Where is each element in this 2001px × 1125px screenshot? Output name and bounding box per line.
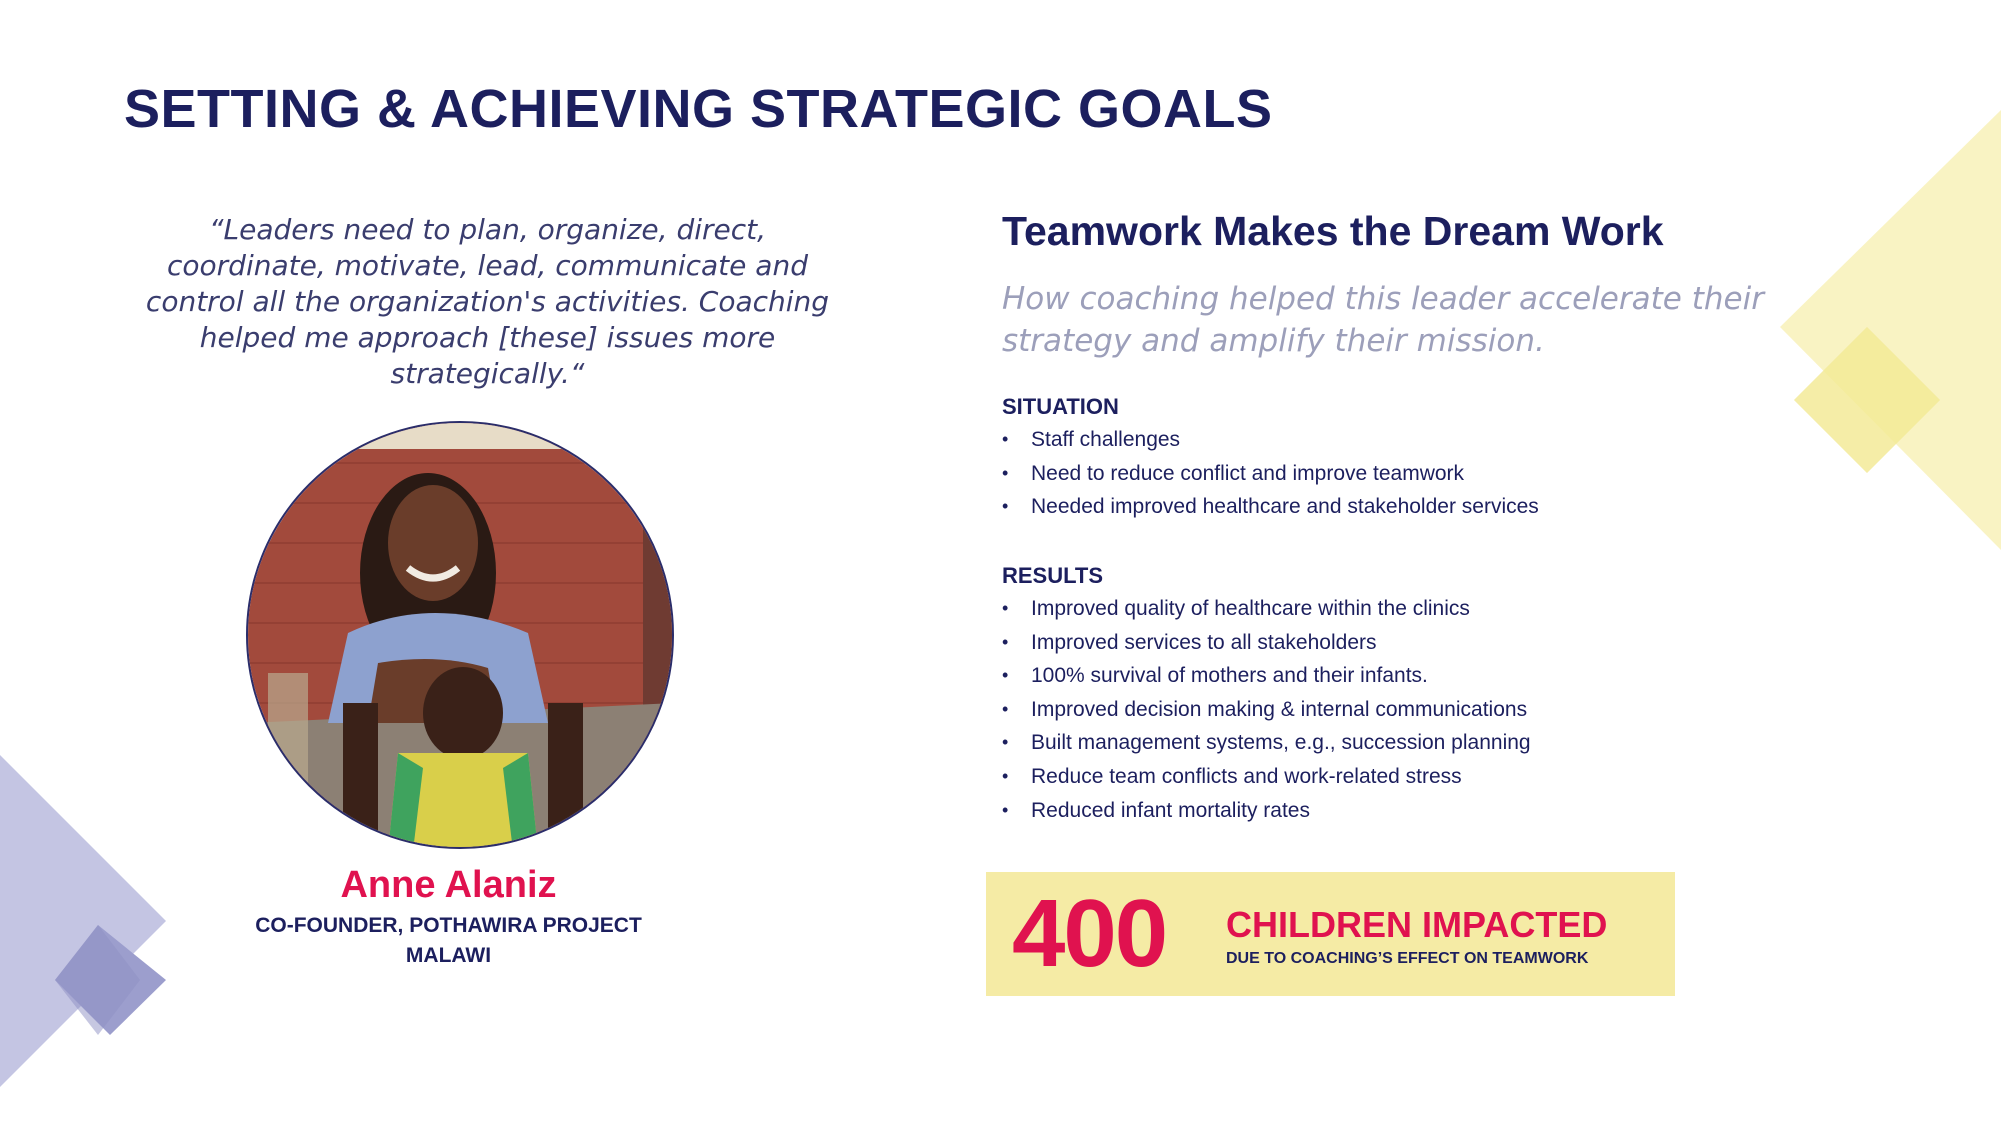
results-heading: RESULTS xyxy=(1002,563,1104,588)
bullet-icon: • xyxy=(1002,732,1009,753)
impact-stat-label: CHILDREN IMPACTED xyxy=(1226,904,1608,945)
impact-stat-number: 400 xyxy=(1012,880,1167,987)
person-photo-illustration xyxy=(248,423,674,849)
list-item xyxy=(1002,760,1531,794)
list-item-text: Built management systems, e.g., succession planning xyxy=(1031,731,1531,755)
list-item xyxy=(1002,726,1531,760)
list-item xyxy=(1002,659,1531,693)
list-item-text: Staff challenges xyxy=(1031,428,1181,451)
list-item xyxy=(1002,457,1539,491)
list-item-text: Improved quality of healthcare within the clinics xyxy=(1031,597,1470,620)
list-item-text: Needed improved healthcare and stakeholder services xyxy=(1031,495,1539,519)
situation-heading: SITUATION xyxy=(1002,394,1119,419)
testimonial-quote: “Leaders need to plan, organize, direct, coordinate, motivate, lead, communicate and control all the organization's activities. Coaching helped me approach [these] issues more strategically.“ xyxy=(145,213,830,390)
list-item-text: Improved decision making & internal communications xyxy=(1031,697,1528,721)
bullet-icon: • xyxy=(1002,631,1009,652)
bullet-icon: • xyxy=(1002,665,1009,686)
impact-stat-sublabel: DUE TO COACHING’S EFFECT ON TEAMWORK xyxy=(1226,950,1589,967)
situation-list xyxy=(1002,423,1539,524)
person-role: CO-FOUNDER, POTHAWIRA PROJECT xyxy=(255,914,642,937)
bullet-icon: • xyxy=(1002,598,1009,618)
person-photo xyxy=(246,421,674,849)
list-item xyxy=(1002,794,1531,828)
decorative-lavender-diamonds xyxy=(0,755,170,1095)
bullet-icon: • xyxy=(1002,429,1009,449)
list-item xyxy=(1002,693,1531,727)
page-title: SETTING & ACHIEVING STRATEGIC GOALS xyxy=(124,79,1273,139)
bullet-icon: • xyxy=(1002,698,1009,719)
list-item-text: Improved services to all stakeholders xyxy=(1031,630,1377,654)
bullet-icon: • xyxy=(1002,765,1009,786)
bullet-icon: • xyxy=(1002,496,1009,517)
case-study-title: Teamwork Makes the Dream Work xyxy=(1002,208,1664,254)
list-item-text: Reduce team conflicts and work-related stress xyxy=(1031,764,1462,788)
person-name: Anne Alaniz xyxy=(340,864,557,906)
bullet-icon: • xyxy=(1002,462,1009,483)
list-item xyxy=(1002,490,1539,524)
list-item xyxy=(1002,592,1531,626)
results-list xyxy=(1002,592,1531,827)
person-location: MALAWI xyxy=(405,944,492,967)
list-item-text: 100% survival of mothers and their infants. xyxy=(1031,664,1428,688)
list-item xyxy=(1002,626,1531,660)
list-item xyxy=(1002,423,1539,457)
list-item-text: Need to reduce conflict and improve teamwork xyxy=(1031,461,1465,485)
bullet-icon: • xyxy=(1002,799,1009,820)
list-item-text: Reduced infant mortality rates xyxy=(1031,798,1310,822)
case-study-subtitle: How coaching helped this leader accelerate their strategy and amplify their mission. xyxy=(1002,281,1764,359)
impact-stat-box xyxy=(986,872,1675,996)
